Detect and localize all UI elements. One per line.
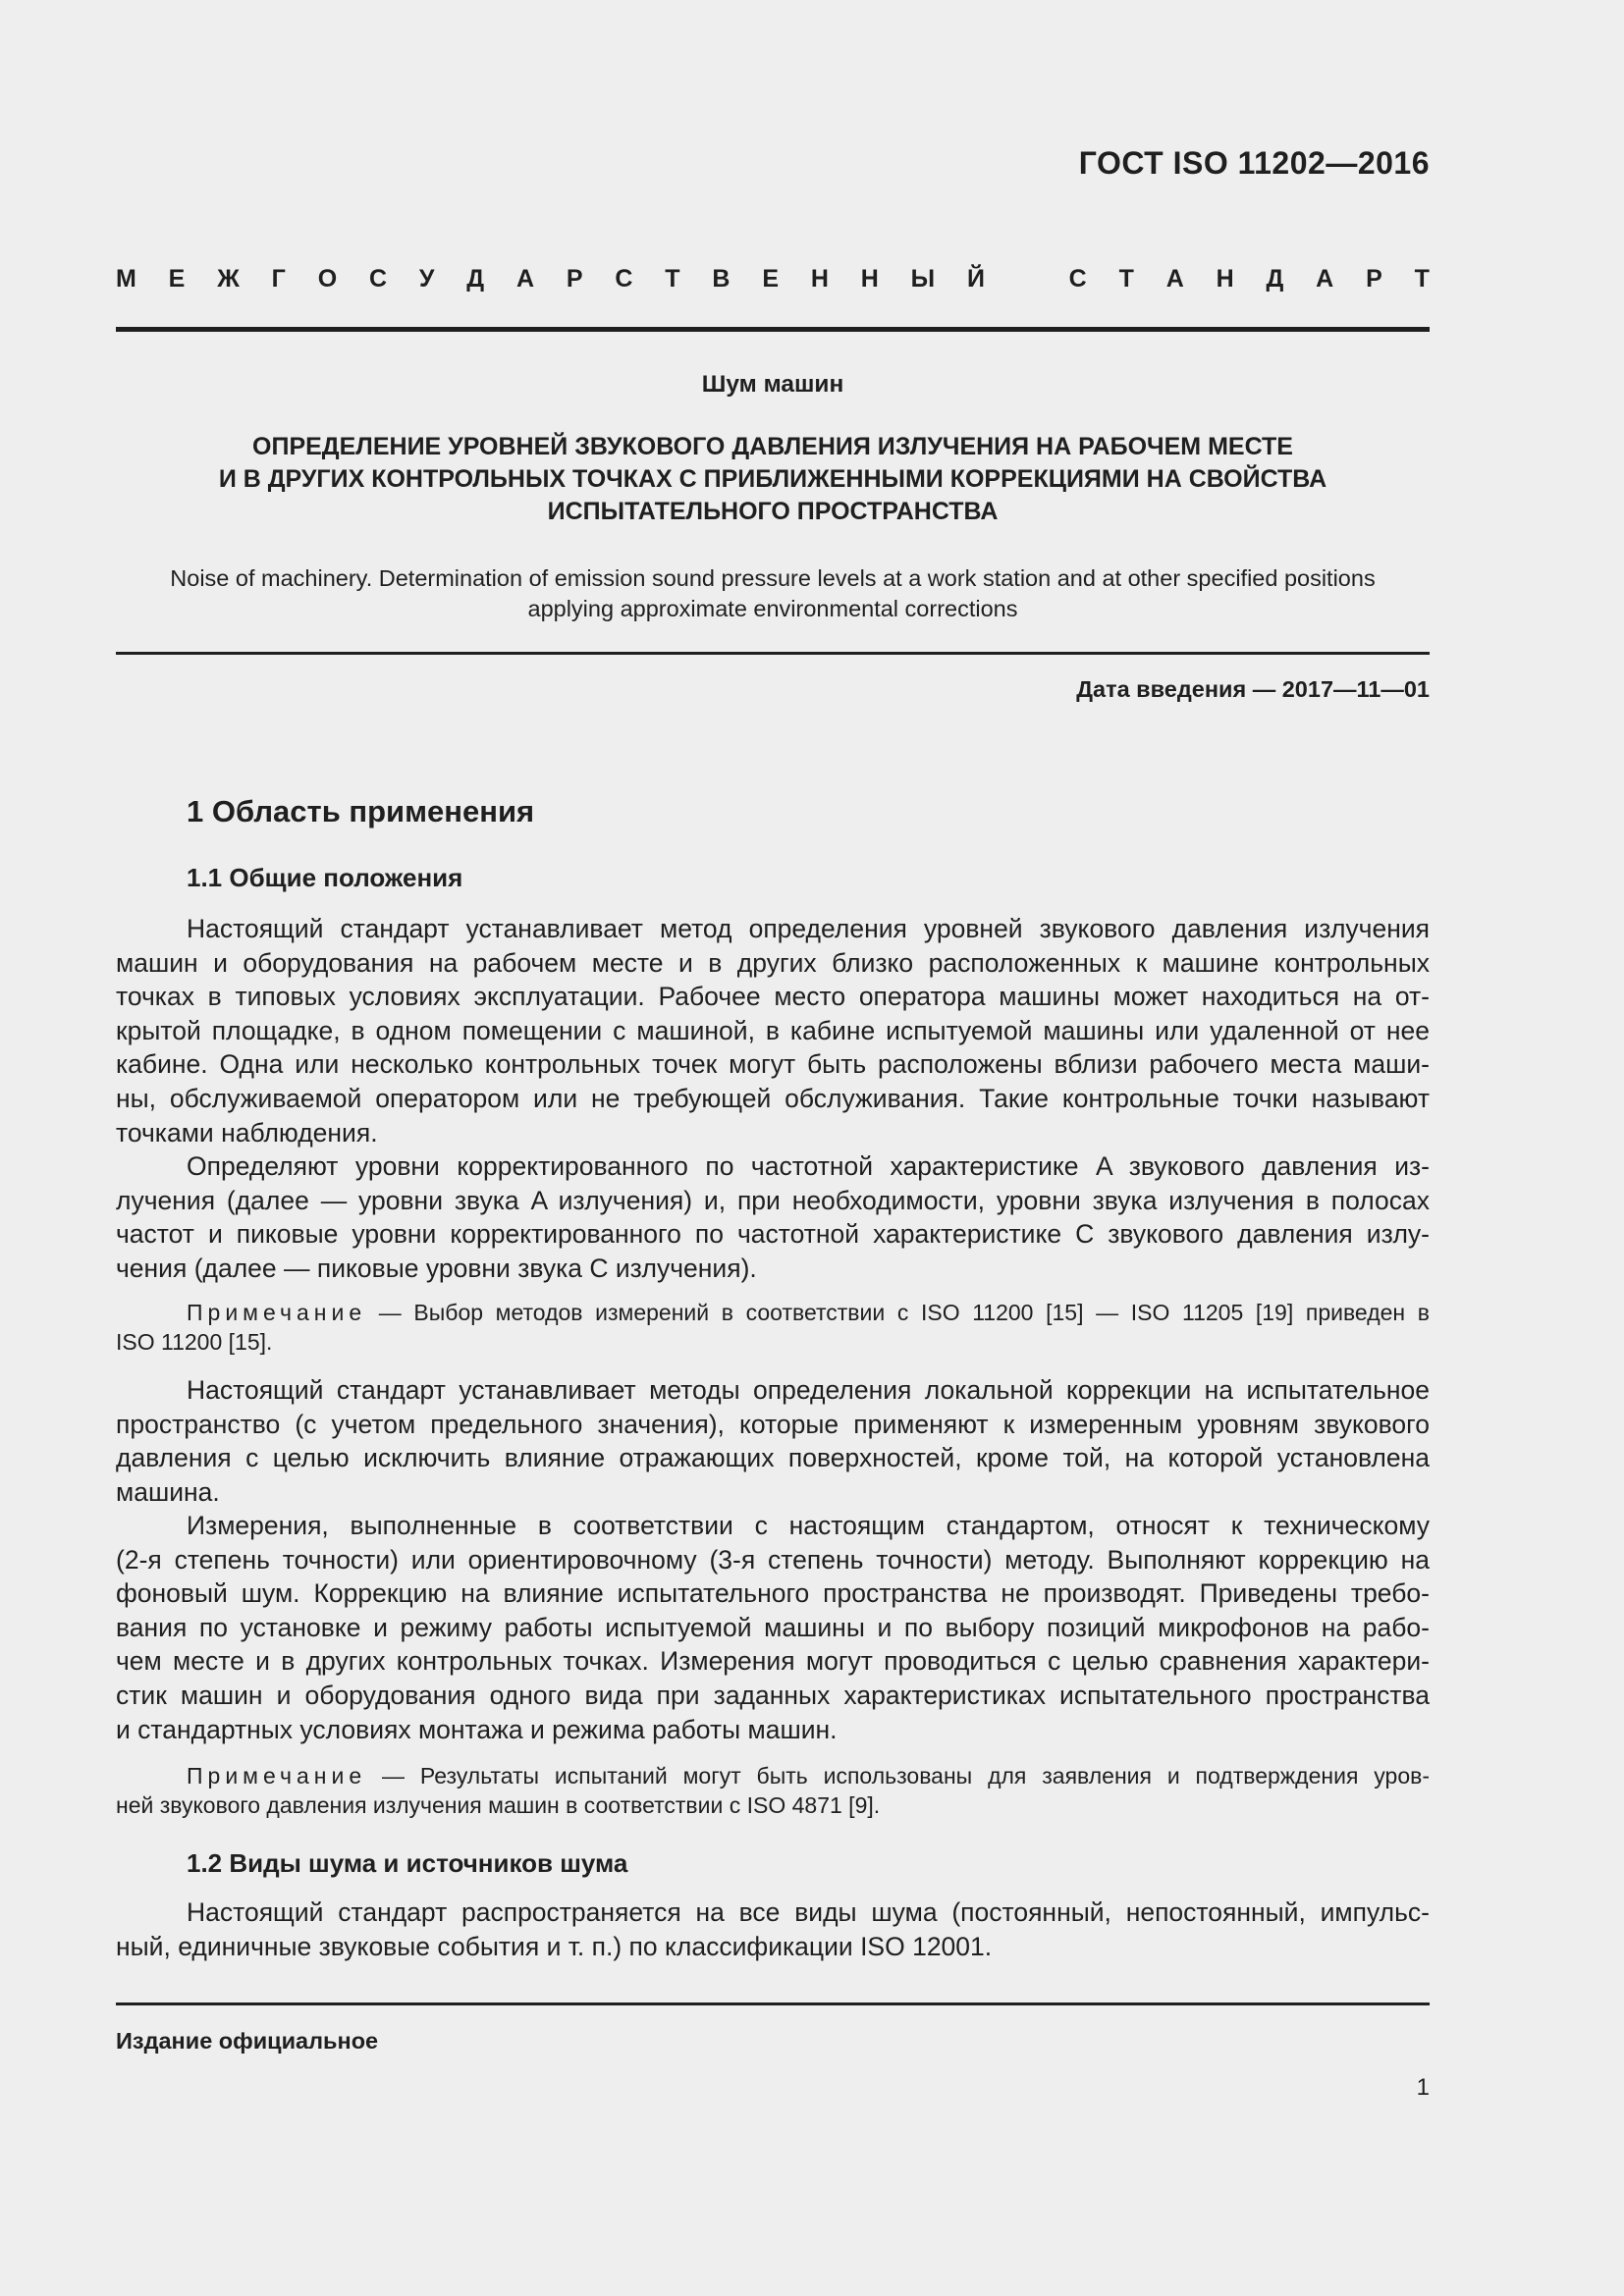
paragraph-line: лучения (далее — уровни звука A излучения) и, при необходимости, уровни звука излучения в полосах bbox=[116, 1185, 1430, 1215]
group-title: Шум машин bbox=[701, 371, 844, 398]
paragraph-line: частот и пиковые уровни корректированного по частотной характеристике C звукового давления излу- bbox=[116, 1219, 1430, 1250]
note-label: Примечание bbox=[187, 1763, 367, 1789]
subsection-heading: 1.2 Виды шума и источников шума bbox=[187, 1848, 628, 1878]
kind-heading-letter: Ж bbox=[217, 265, 240, 293]
footer-rule bbox=[116, 2002, 1430, 2005]
kind-heading-letter: С bbox=[1068, 265, 1087, 293]
document-page bbox=[116, 0, 1430, 2296]
note-line: ISO 11200 [15]. bbox=[116, 1329, 273, 1355]
kind-heading-letter: М bbox=[116, 265, 136, 293]
kind-heading-letter: Й bbox=[967, 265, 985, 293]
paragraph-line: ный, единичные звуковые события и т. п.) по классификации ISO 12001. bbox=[116, 1931, 993, 1961]
paragraph-line: давления с целью исключить влияние отражающих поверхностей, кроме той, на которой установлена bbox=[116, 1443, 1430, 1473]
kind-heading-letter: Е bbox=[168, 265, 186, 293]
section-heading: 1 Область применения bbox=[187, 794, 535, 828]
page-number: 1 bbox=[1416, 2074, 1430, 2101]
paragraph-line: стик машин и оборудования одного вида при заданных характеристиках испытательного пространства bbox=[116, 1680, 1430, 1710]
paragraph-line: Настоящий стандарт устанавливает метод определения уровней звукового давления излучения bbox=[187, 914, 1430, 943]
kind-heading-letter: О bbox=[317, 265, 338, 293]
paragraph-line: точками наблюдения. bbox=[116, 1117, 378, 1148]
paragraph-line: чем месте и в других контрольных точках. Измерения могут проводиться с целью сравнения характери- bbox=[116, 1646, 1430, 1677]
paragraph bbox=[116, 912, 1430, 1149]
kind-heading-letter: В bbox=[712, 265, 731, 293]
paragraph-line: и стандартных условиях монтажа и режима работы машин. bbox=[116, 1714, 838, 1744]
note bbox=[116, 1298, 1430, 1357]
note-text: — Результаты испытаний могут быть использованы для заявления и подтверждения уров- bbox=[366, 1763, 1430, 1789]
main-title-line: ОПРЕДЕЛЕНИЕ УРОВНЕЙ ЗВУКОВОГО ДАВЛЕНИЯ ИЗЛУЧЕНИЯ НА РАБОЧЕМ МЕСТЕ bbox=[252, 433, 1293, 460]
kind-heading-gap bbox=[1017, 265, 1037, 294]
kind-heading-letter: А bbox=[1316, 265, 1334, 293]
kind-heading-letter: А bbox=[515, 265, 535, 293]
kind-heading-letter: С bbox=[615, 265, 633, 293]
kind-heading-letter: С bbox=[368, 265, 388, 293]
kind-heading-letter: Т bbox=[665, 265, 680, 293]
introduction-date: Дата введения — 2017—11—01 bbox=[1076, 676, 1430, 702]
kind-heading-letter: Р bbox=[1366, 265, 1382, 293]
paragraph bbox=[116, 1373, 1430, 1509]
paragraph bbox=[116, 1509, 1430, 1746]
english-title-line: applying approximate environmental corrections bbox=[527, 596, 1018, 621]
paragraph-line: Определяют уровни корректированного по частотной характеристике A звукового давления из- bbox=[187, 1151, 1430, 1181]
paragraph-line: машин и оборудования на рабочем месте и в других близко расположенных к машине контрольных bbox=[116, 947, 1430, 978]
paragraph-line: точках в типовых условиях эксплуатации. Рабочее место оператора машины может находиться на от- bbox=[116, 982, 1430, 1012]
paragraph-line: вания по установке и режиму работы испытуемой машины и по выбору позиций микрофонов на рабо- bbox=[116, 1612, 1430, 1642]
standard-id: ГОСТ ISO 11202—2016 bbox=[1078, 145, 1430, 181]
paragraph-line: Настоящий стандарт распространяется на все виды шума (постоянный, непостоянный, импульс- bbox=[187, 1897, 1430, 1927]
kind-heading-letter: Р bbox=[566, 265, 583, 293]
note-line bbox=[116, 1298, 1430, 1327]
paragraph-line: пространство (с учетом предельного значения), которые применяют к измеренным уровням звукового bbox=[116, 1409, 1430, 1439]
note bbox=[116, 1761, 1430, 1820]
english-title-line: Noise of machinery. Determination of emission sound pressure levels at a work station and at other specified positions bbox=[170, 565, 1376, 591]
kind-heading-letter: Е bbox=[762, 265, 780, 293]
kind-heading-letter: Д bbox=[1266, 265, 1284, 293]
paragraph-line: Измерения, выполненные в соответствии с настоящим стандартом, относят к техническому bbox=[187, 1511, 1430, 1540]
kind-heading-letter: Н bbox=[1216, 265, 1234, 293]
kind-heading-letter: У bbox=[418, 265, 435, 293]
paragraph bbox=[116, 1896, 1430, 1963]
note-text: — Выбор методов измерений в соответствии с ISO 11200 [15] — ISO 11205 [19] приведен в bbox=[366, 1300, 1430, 1325]
paragraph-line: машина. bbox=[116, 1476, 220, 1507]
main-title bbox=[116, 431, 1430, 528]
paragraph bbox=[116, 1149, 1430, 1285]
note-line: ней звукового давления излучения машин в соответствии с ISO 4871 [9]. bbox=[116, 1792, 881, 1818]
title-rule bbox=[116, 652, 1430, 655]
kind-heading-letter: А bbox=[1165, 265, 1184, 293]
kind-heading-letter: Н bbox=[810, 265, 829, 293]
kind-heading-letter: Ы bbox=[910, 265, 936, 293]
note-label: Примечание bbox=[187, 1300, 367, 1325]
paragraph-line: чения (далее — пиковые уровни звука C излучения). bbox=[116, 1253, 757, 1283]
kind-heading-letter: Г bbox=[271, 265, 286, 293]
standard-kind-heading bbox=[116, 265, 1430, 294]
paragraph-line: кабине. Одна или несколько контрольных точек могут быть расположены вблизи рабочего места маши- bbox=[116, 1049, 1430, 1080]
paragraph-line: ны, обслуживаемой оператором или не требующей обслуживания. Такие контрольные точки называют bbox=[116, 1083, 1430, 1113]
kind-heading-letter: Т bbox=[1414, 265, 1430, 293]
subsection-heading: 1.1 Общие положения bbox=[187, 863, 463, 892]
edition-label: Издание официальное bbox=[116, 2028, 379, 2054]
kind-heading-letter: Т bbox=[1118, 265, 1134, 293]
main-title-line: ИСПЫТАТЕЛЬНОГО ПРОСТРАНСТВА bbox=[547, 498, 999, 525]
paragraph-line: фоновый шум. Коррекцию на влияние испытательного пространства не производят. Приведены требо- bbox=[116, 1578, 1430, 1609]
header-rule bbox=[116, 327, 1430, 332]
english-title bbox=[116, 563, 1430, 624]
paragraph-line: (2-я степень точности) или ориентировочному (3-я степень точности) методу. Выполняют коррекцию на bbox=[116, 1544, 1430, 1575]
kind-heading-letter: Н bbox=[860, 265, 879, 293]
paragraph-line: крытой площадке, в одном помещении с машиной, в кабине испытуемой машины или удаленной от нее bbox=[116, 1015, 1430, 1045]
kind-heading-letter: Д bbox=[466, 265, 485, 293]
main-title-line: И В ДРУГИХ КОНТРОЛЬНЫХ ТОЧКАХ С ПРИБЛИЖЕННЫМИ КОРРЕКЦИЯМИ НА СВОЙСТВА bbox=[218, 465, 1327, 493]
note-line bbox=[116, 1761, 1430, 1790]
paragraph-line: Настоящий стандарт устанавливает методы определения локальной коррекции на испытательное bbox=[187, 1375, 1430, 1405]
